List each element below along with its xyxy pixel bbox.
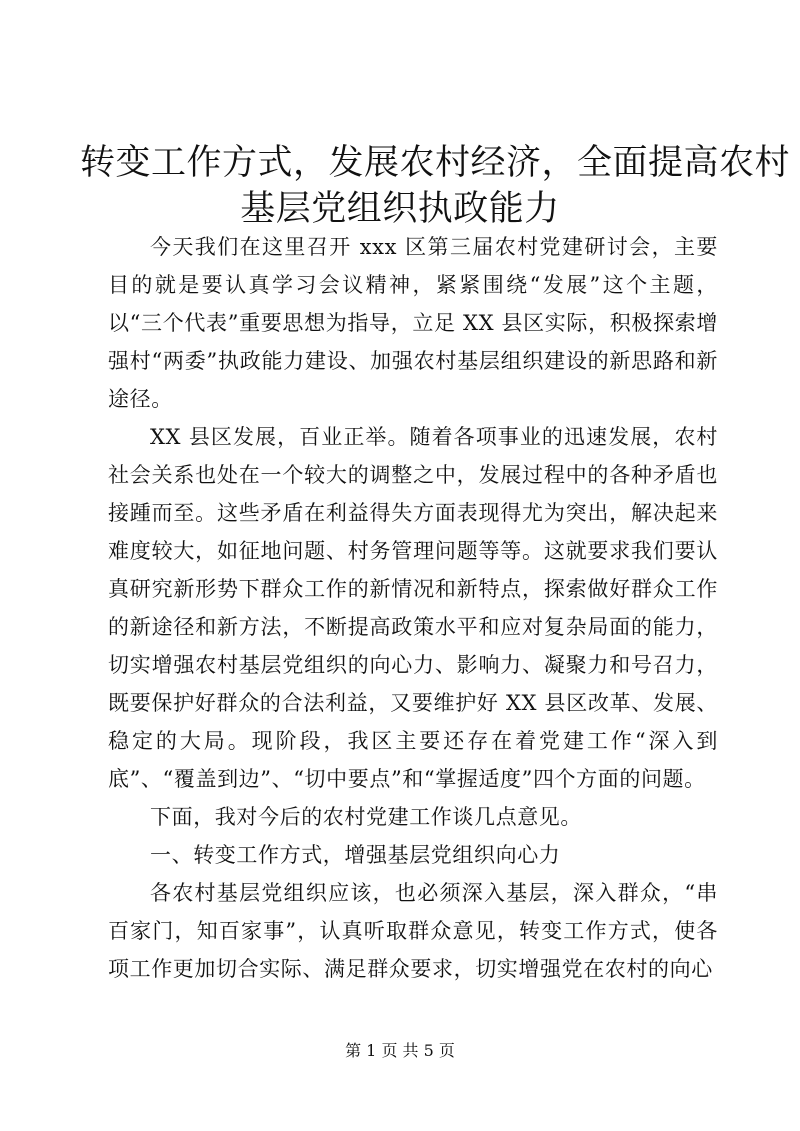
paragraph-development: XX 县区发展，百业正举。随着各项事业的迅速发展，农村社会关系也处在一个较大的调整之中，发展过程中的各种矛盾也接踵而至。这些矛盾在利益得失方面表现得尤为突出，解决起来难度较大，如征地问题、村务管理问题等等。这就要求我们要认真研究新形势下群众工作的新情况和新特点，探索做好群众工作的新途径和新方法，不断提高政策水平和应对复杂局面的能力，切实增强农村基层党组织的向心力、影响力、凝聚力和号召力，既要保护好群众的合法利益，又要维护好 XX 县区改革、发展、稳定的大局。现阶段，我区主要还存在着党建工作“深入到底”、“覆盖到边”、“切中要点”和“掌握适度”四个方面的问题。 <box>108 425 718 791</box>
document-body <box>108 228 718 988</box>
section-heading-1: 一、转变工作方式，增强基层党组织向心力 <box>150 843 561 867</box>
document-title <box>80 140 791 232</box>
paragraph-section-1: 各农村基层党组织应该，也必须深入基层，深入群众，“串百家门，知百家事”，认真听取群众意见，转变工作方式，使各项工作更加切合实际、满足群众要求，切实增强党在农村的向心 <box>108 881 718 981</box>
page-footer: 第 1 页 共 5 页 <box>345 1041 455 1060</box>
paragraph-opinions: 下面，我对今后的农村党建工作谈几点意见。 <box>150 805 582 829</box>
paragraph-intro: 今天我们在这里召开 xxx 区第三届农村党建研讨会，主要目的就是要认真学习会议精神，紧紧围绕“发展”这个主题，以“三个代表”重要思想为指导，立足 XX 县区实际，积极探索增强村“两委”执政能力建设、加强农村基层组织建设的新思路和新途径。 <box>108 235 718 411</box>
title-line-2: 基层党组织执政能力 <box>240 189 560 229</box>
title-line-1: 转变工作方式，发展农村经济，全面提高农村 <box>80 143 791 183</box>
